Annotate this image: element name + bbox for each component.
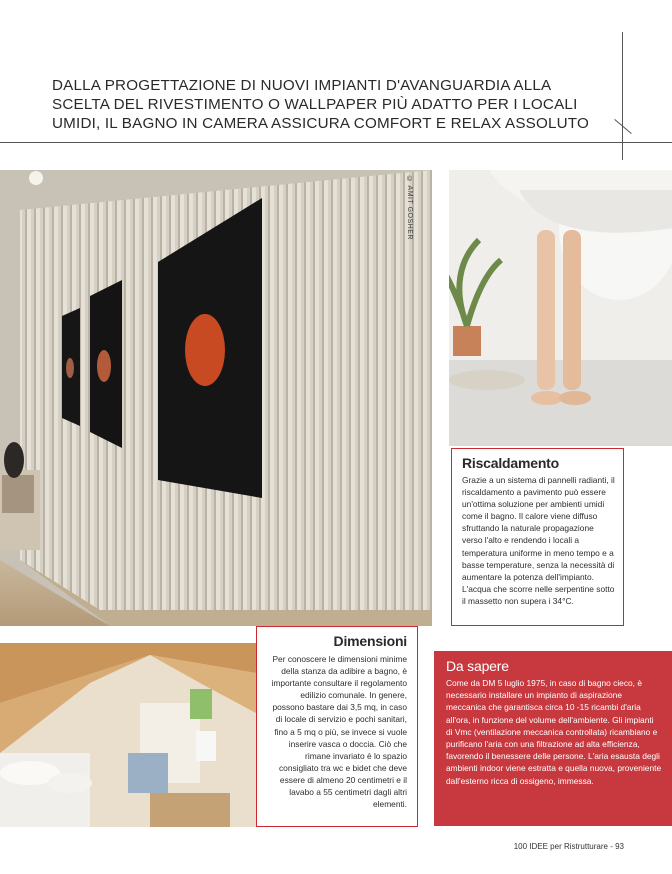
rule-tick bbox=[614, 119, 631, 134]
photo-feet-heated-floor bbox=[449, 170, 672, 446]
dimensioni-title: Dimensioni bbox=[333, 633, 407, 649]
riscaldamento-title: Riscaldamento bbox=[462, 455, 559, 471]
top-rule bbox=[0, 142, 672, 143]
feet-illustration bbox=[449, 170, 672, 446]
da-sapere-box bbox=[434, 651, 672, 826]
slatted-wall-illustration bbox=[0, 170, 432, 626]
page-footer: 100 IDEE per Ristrutturare - 93 bbox=[513, 842, 624, 851]
headline: DALLA PROGETTAZIONE DI NUOVI IMPIANTI D'AVANGUARDIA ALLA SCELTA DEL RIVESTIMENTO O WALLPAPER PIÙ ADATTO PER I LOCALI UMIDI, IL BAGNO IN CAMERA ASSICURA COMFORT E RELAX ASSOLUTO bbox=[52, 77, 590, 132]
vertical-rule bbox=[622, 32, 623, 160]
da-sapere-body: Come da DM 5 luglio 1975, in caso di bagno cieco, è necessario installare un impianto di aspirazione meccanica che garantisca circa 10 -15 ricambi d'aria all'ora, in funzione del volume dell'ambiente. Gli impianti di Vmc (ventilazione meccanica controllata) ricambiano e purificano l'aria con una filtrazione ad alta efficienza, favorendo il benessere delle persone. L'aria esausta degli ambienti indoor viene estratta e quella nuova, proveniente dall'esterno ricca di ossigeno, immessa. bbox=[446, 678, 662, 786]
attic-illustration bbox=[0, 643, 256, 827]
photo-attic-bedroom bbox=[0, 643, 256, 827]
riscaldamento-body: Grazie a un sistema di pannelli radianti, il riscaldamento a pavimento può essere un'ottima soluzione per ambienti umidi come il bagno. Il calore viene diffuso sfruttando la naturale propagazione verso l'alto e rendendo i locali a temperatura uniforme in meno tempo e a basse temperature, senza la necessità di aumentare la potenza dell'impianto. L'acqua che scorre nelle serpentine sotto il massetto non supera i 34°C. bbox=[462, 475, 615, 606]
dimensioni-body: Per conoscere le dimensioni minime della stanza da adibire a bagno, è importante consultare il regolamento edilizio comunale. In genere, possono bastare dai 3,5 mq, in caso di locale di servizio e pochi sanitari, fino a 5 mq o più, se invece si vuole inserire vasca o doccia. Ciò che rimane invariato è lo spazio consigliato tra wc e bidet che deve essere di almeno 20 centimetri e il lavabo a 55 centimetri dagli altri elementi. bbox=[271, 654, 407, 810]
photo-credit: © AMIT GOSHER bbox=[406, 176, 413, 240]
riscaldamento-box bbox=[451, 448, 624, 626]
photo-slatted-wall-corridor bbox=[0, 170, 432, 626]
da-sapere-title: Da sapere bbox=[446, 658, 509, 674]
dimensioni-box bbox=[256, 626, 418, 827]
